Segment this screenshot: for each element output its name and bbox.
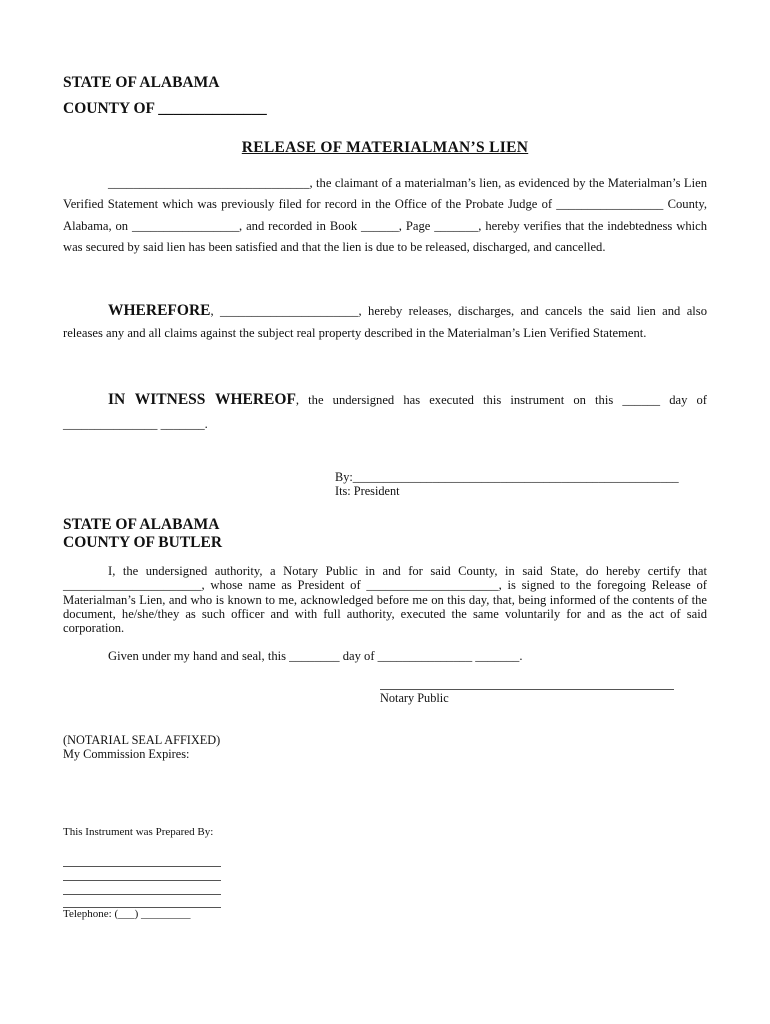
given-under-hand-line: Given under my hand and seal, this ________ day of _______________ _______. bbox=[108, 649, 523, 663]
notary-signature-line bbox=[380, 689, 674, 690]
witness-text: , the undersigned has executed this instrument on this ______ day of _______________ _______. bbox=[63, 393, 707, 431]
notary-public-label: Notary Public bbox=[380, 691, 449, 705]
notary-certification-paragraph: I, the undersigned authority, a Notary Public in and for said County, in said State, do hereby certify that ______________________, whose name as President of _____________________, is signed to the foregoing Release of Materialman’s Lien, and who is known to me, acknowledged before me on this day, that, being informed of the contents of the document, he/she/they as such officer and with full authority, executed the same voluntarily for and as the act of said corporation. bbox=[63, 564, 707, 636]
notarial-seal-label: (NOTARIAL SEAL AFFIXED) bbox=[63, 733, 221, 747]
release-paragraph: ________________________________, the claimant of a materialman’s lien, as evidenced by the Materialman’s Lien Verified Statement which was previously filed for record in the Office of the Probate Judge of _________________ County, Alabama, on _________________, and recorded in Book ______, Page _______, hereby verifies that the indebtedness which was secured by said lien has been satisfied and that the lien is due to be released, discharged, and cancelled. bbox=[63, 176, 707, 254]
preparer-line-2 bbox=[63, 880, 221, 881]
telephone-line: Telephone: (___) _________ bbox=[63, 908, 191, 920]
preparer-line-1 bbox=[63, 866, 221, 867]
wherefore-text: , ______________________, hereby releases, discharges, and cancels the said lien and also releases any and all claims against the subject real property described in the Materialman’s Lien Verified Statement. bbox=[63, 304, 707, 340]
county-heading: COUNTY OF ______________ bbox=[63, 100, 267, 117]
document-title: RELEASE OF MATERIALMAN’S LIEN bbox=[241, 139, 529, 156]
signature-by-line: By:_____________________________________________________ bbox=[335, 470, 679, 484]
signature-title: Its: President bbox=[335, 484, 400, 498]
witness-lead: IN WITNESS WHEREOF bbox=[108, 391, 296, 408]
notary-county-heading: COUNTY OF BUTLER bbox=[63, 534, 223, 551]
state-heading: STATE OF ALABAMA bbox=[63, 74, 220, 91]
wherefore-paragraph bbox=[63, 300, 707, 344]
commission-expires-label: My Commission Expires: bbox=[63, 747, 190, 761]
notary-state-heading: STATE OF ALABAMA bbox=[63, 516, 220, 533]
preparer-line-3 bbox=[63, 894, 221, 895]
prepared-by-label: This Instrument was Prepared By: bbox=[63, 826, 214, 838]
witness-paragraph bbox=[63, 388, 707, 436]
wherefore-lead: WHEREFORE bbox=[108, 302, 211, 319]
